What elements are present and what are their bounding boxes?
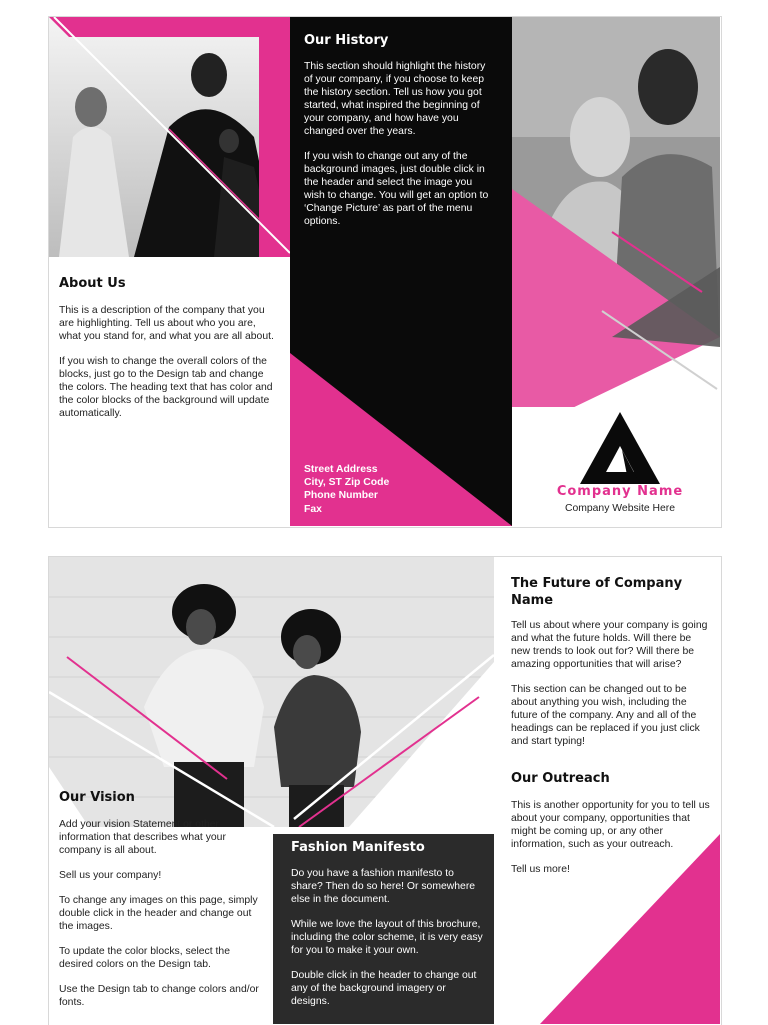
about-us-heading: About Us	[59, 276, 126, 291]
company-website[interactable]: Company Website Here	[564, 503, 676, 514]
vision-paragraph-1: Add your vision Statement or other information that describes what your company is all about.	[59, 819, 226, 856]
about-us-paragraph-2: If you wish to change the overall colors of the blocks, just go to the Design tab and change the colors. The heading text that has color and the color blocks of the background will update automatically.	[59, 356, 273, 419]
vision-text	[59, 818, 264, 1021]
vision-paragraph-3: To change any images on this page, simply double click in the header and change out the images.	[59, 895, 258, 932]
future-paragraph-2: This section can be changed out to be about anything you wish, including the future of the company. Any and all of the headings can be replaced if you just click and start typing!	[511, 684, 700, 747]
company-logo	[578, 410, 662, 486]
vision-paragraph-5: Use the Design tab to change colors and/or fonts.	[59, 984, 259, 1008]
manifesto-paragraph-1: Do you have a fashion manifesto to share? Then do so here! Or somewhere else in the document.	[291, 868, 476, 905]
pink-corner-triangle	[500, 834, 720, 1024]
history-panel	[290, 17, 512, 526]
street-address: Street Address	[304, 464, 378, 475]
manifesto-panel	[273, 834, 494, 1024]
outreach-heading: Our Outreach	[511, 771, 610, 786]
manifesto-heading: Fashion Manifesto	[291, 840, 425, 855]
vision-heading: Our Vision	[59, 790, 135, 805]
outreach-paragraph-1: This is another opportunity for you to tell us about your company, opportunities that might be coming up, or any other information, such as your outreach.	[511, 800, 710, 850]
outreach-paragraph-2: Tell us more!	[511, 864, 570, 875]
photo-two-women-laughing[interactable]	[49, 557, 494, 827]
future-paragraph-1: Tell us about where your company is going and what the future holds. Will there be new trends to look out for? Will there be amazing opportunities that will arise?	[511, 620, 708, 670]
photo-group-fashion[interactable]	[49, 17, 290, 257]
about-us-paragraph-1: This is a description of the company that you are highlighting. Tell us about who you are, what you stand for, and what you are all about.	[59, 305, 274, 342]
history-text	[304, 60, 494, 240]
manifesto-text	[291, 867, 483, 1020]
future-text	[511, 619, 711, 760]
company-name: Company Name	[556, 484, 684, 499]
history-heading: Our History	[304, 33, 389, 48]
history-paragraph-1: This section should highlight the history of your company, if you choose to keep the history section. Tell us how you got started, what inspired the beginning of your company, and how have you changed over the years.	[304, 61, 486, 137]
about-us-text	[59, 304, 279, 432]
city-state-zip: City, ST Zip Code	[304, 477, 390, 489]
photo-two-women[interactable]	[512, 17, 720, 407]
history-paragraph-2: If you wish to change out any of the background images, just double click in the header and select the image you wish to change. You will get an option to ‘Change Picture’ as part of the menu options.	[304, 151, 489, 227]
future-heading: The Future of Company Name	[511, 576, 683, 608]
triangle-logo-icon	[578, 410, 662, 486]
vision-paragraph-2: Sell us your company!	[59, 870, 162, 881]
manifesto-paragraph-3: Double click in the header to change out any of the background imagery or designs.	[291, 970, 477, 1007]
fax-number: Fax	[304, 503, 322, 515]
vision-paragraph-4: To update the color blocks, select the desired colors on the Design tab.	[59, 946, 230, 970]
manifesto-paragraph-2: While we love the layout of this brochure, including the color scheme, it is very easy for you to make it your own.	[291, 919, 483, 956]
phone-number: Phone Number	[304, 490, 378, 502]
contact-block	[304, 463, 389, 516]
